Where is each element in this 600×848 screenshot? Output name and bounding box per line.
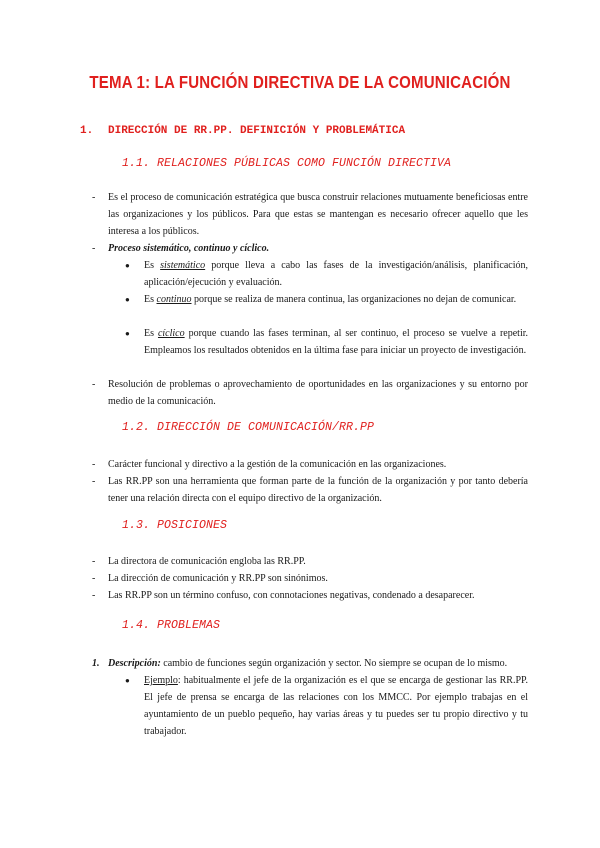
numbered-item: Descripción: cambio de funciones según organización y sector. No siempre se ocupan de lo mismo. [108,658,508,669]
list-number: 1. [92,658,100,669]
list-dash: - [92,590,96,601]
bullet-item: Es continuo porque se realiza de manera continua, las organizaciones no dejan de comunicar. [144,294,517,305]
bullet-icon: ● [125,329,130,338]
subsection-heading-1-2: 1.2. DIRECCIÓN DE COMUNICACIÓN/RR.PP [122,421,375,434]
page-title: TEMA 1: LA FUNCIÓN DIRECTIVA DE LA COMUNICACIÓN [89,72,511,92]
bullet-item: Es cíclico porque cuando las fases terminan, al ser continuo, el proceso se vuelve a repetir. Empleamos los resultados obtenidos en la última fase para iniciar un proyecto de investigación. [144,328,528,356]
section-heading: DIRECCIÓN DE RR.PP. DEFINICIÓN Y PROBLEMÁTICA [108,125,406,137]
list-item: Resolución de problemas o aprovechamiento de oportunidades en las organizaciones y su entorno por medio de la comunicación. [108,379,528,407]
subsection-heading-1-3: 1.3. POSICIONES [122,519,228,532]
list-item: Carácter funcional y directivo a la gestión de la comunicación en las organizaciones. [108,459,447,470]
list-item: Las RR.PP son una herramienta que forman parte de la función de la organización y por tanto debería tener una relación directa con el equipo directivo de la organización. [108,476,528,504]
list-dash: - [92,243,96,254]
section-number: 1. [80,125,94,137]
list-dash: - [92,459,96,470]
list-item: Es el proceso de comunicación estratégica que busca construir relaciones mutuamente beneficiosas entre las organizaciones y los públicos. Para que estas se mantengan es necesario ofrecer aquello que les interesa a los públicos. [108,192,528,237]
bullet-icon: ● [125,295,130,304]
bullet-item: Ejemplo: habitualmente el jefe de la organización es el que se encarga de gestionar las RR.PP. El jefe de prensa se encarga de las relaciones con los MMCC. Por ejemplo trabajas en el ayuntamiento de un pueblo pequeño, hay varias áreas y tu puedes ser tu propio directivo y tu trabajador. [144,675,528,737]
list-item: Las RR.PP son un término confuso, con connotaciones negativas, condenado a desaparecer. [108,590,475,601]
subsection-heading-1-1: 1.1. RELACIONES PÚBLICAS COMO FUNCIÓN DIRECTIVA [122,157,452,170]
list-dash: - [92,573,96,584]
list-dash: - [92,192,96,203]
list-item: La dirección de comunicación y RR.PP son sinónimos. [108,573,328,584]
list-dash: - [92,379,96,390]
bullet-item: Es sistemático porque lleva a cabo las fases de la investigación/análisis, planificación, aplicación/ejecución y evaluación. [144,260,529,288]
list-item: Proceso sistemático, continuo y cíclico. [108,243,270,254]
bullet-icon: ● [125,261,130,270]
bullet-icon: ● [125,676,130,685]
list-dash: - [92,556,96,567]
subsection-heading-1-4: 1.4. PROBLEMAS [122,619,221,632]
list-dash: - [92,476,96,487]
list-item: La directora de comunicación engloba las RR.PP. [108,556,306,567]
